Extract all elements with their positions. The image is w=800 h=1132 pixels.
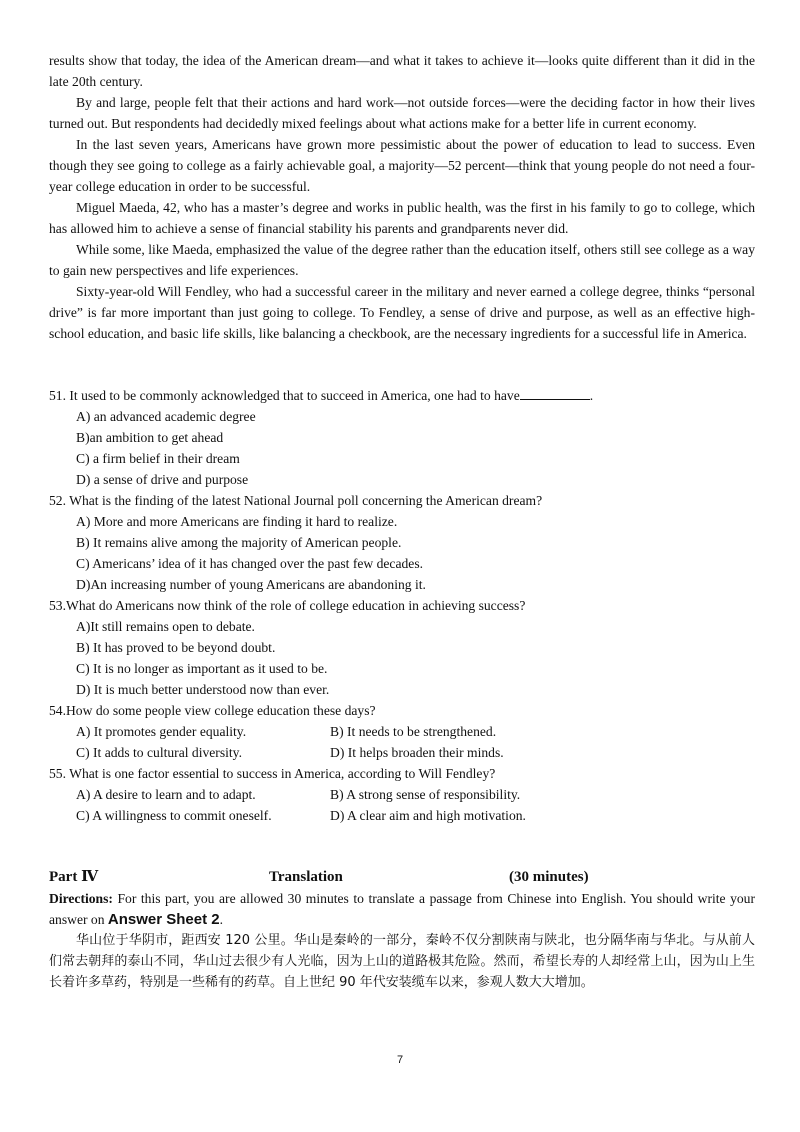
option-a: A) A desire to learn and to adapt. — [76, 787, 256, 802]
option-row — [76, 784, 755, 805]
option-c: C) It is no longer as important as it used to be. — [76, 661, 328, 676]
option-d: D) It helps broaden their minds. — [330, 745, 504, 760]
section-title: Translation — [269, 869, 343, 885]
option-b: B) It remains alive among the majority of American people. — [76, 535, 402, 550]
option-row — [76, 721, 755, 742]
option-c: C) a firm belief in their dream — [76, 451, 240, 466]
option-c: C) It adds to cultural diversity. — [76, 745, 242, 760]
option-b: B) A strong sense of responsibility. — [330, 787, 521, 802]
option-a: A) It promotes gender equality. — [76, 724, 247, 739]
question-list — [49, 385, 755, 826]
directions — [49, 888, 755, 930]
answer-blank — [520, 387, 590, 400]
passage-paragraph: Miguel Maeda, 42, who has a master’s degree and works in public health, was the first in his family to go to college, which has allowed him to achieve a sense of financial stability his parents and grandparents never did. — [49, 200, 755, 236]
question-stem-end: . — [589, 388, 594, 403]
option-d: D)An increasing number of young Americans are abandoning it. — [76, 577, 426, 592]
passage-paragraph: Sixty-year-old Will Fendley, who had a successful career in the military and never earned a college degree, thinks “personal drive” is far more important than just going to college. To Fendley, a sense of drive and purpose, as well as an effective high-school education, and basic life skills, like balancing a checkbook, are the necessary ingredients for a successful life in America. — [49, 284, 755, 341]
translation-section — [49, 866, 755, 993]
directions-label: Directions: — [49, 891, 113, 906]
directions-text: For this part, you are allowed 30 minutes to translate a passage from Chinese into English. You should write your answer on — [49, 891, 755, 927]
option-d: D) A clear aim and high motivation. — [330, 808, 526, 823]
option-row — [76, 742, 755, 763]
option-b: B) It needs to be strengthened. — [330, 724, 497, 739]
question-52: 52. What is the finding of the latest National Journal poll concerning the American dream? — [49, 493, 543, 508]
option-d: D) It is much better understood now than ever. — [76, 682, 330, 697]
option-c: C) A willingness to commit oneself. — [76, 808, 272, 823]
option-a: A) an advanced academic degree — [76, 409, 256, 424]
passage-paragraph: results show that today, the idea of the American dream—and what it takes to achieve it—looks quite different than it did in the late 20th century. — [49, 53, 755, 89]
option-b: B) It has proved to be beyond doubt. — [76, 640, 276, 655]
chinese-passage: 华山位于华阴市，距西安 120 公里。华山是秦岭的一部分，秦岭不仅分割陕南与陕北，也分隔华南与华北。与从前人们常去朝拜的泰山不同，华山过去很少有人光临，因为上山的道路极其危险。然而，希望长寿的人却经常上山，因为山上生长着许多草药，特别是一些稀有的药草。自上世纪 90 年代安装缆车以来，参观人数大大增加。 — [49, 933, 755, 990]
passage-paragraph: By and large, people felt that their actions and hard work—not outside forces—were the deciding factor in how their lives turned out. But respondents had decidedly mixed feelings about what actions make for a better life in current economy. — [49, 95, 755, 131]
option-d: D) a sense of drive and purpose — [76, 472, 249, 487]
question-54: 54.How do some people view college education these days? — [49, 703, 376, 718]
question-stem: 51. It used to be commonly acknowledged that to succeed in America, one had to have — [49, 388, 520, 403]
question-53: 53.What do Americans now think of the role of college education in achieving success? — [49, 598, 526, 613]
option-c: C) Americans’ idea of it has changed over the past few decades. — [76, 556, 424, 571]
option-b: B)an ambition to get ahead — [76, 430, 224, 445]
time-limit: (30 minutes) — [509, 869, 589, 885]
directions-end: . — [219, 912, 224, 927]
passage-paragraph: In the last seven years, Americans have grown more pessimistic about the power of education to lead to success. Even though they see going to college as a fairly achievable goal, a majority—52 percent—think that young people do not need a four-year college education in order to be successful. — [49, 137, 755, 194]
reading-passage — [49, 50, 755, 344]
part-label: Part Ⅳ — [49, 869, 99, 885]
option-row — [76, 805, 755, 826]
answer-sheet-label: Answer Sheet 2 — [107, 911, 220, 928]
passage-paragraph: While some, like Maeda, emphasized the value of the degree rather than the education itself, others still see college as a way to gain new perspectives and life experiences. — [49, 242, 755, 278]
question-55: 55. What is one factor essential to success in America, according to Will Fendley? — [49, 766, 496, 781]
option-a: A) More and more Americans are finding it hard to realize. — [76, 514, 398, 529]
question-51 — [49, 385, 755, 406]
section-header — [49, 866, 755, 888]
option-a: A)It still remains open to debate. — [76, 619, 255, 634]
page-number: 7 — [396, 1054, 404, 1066]
